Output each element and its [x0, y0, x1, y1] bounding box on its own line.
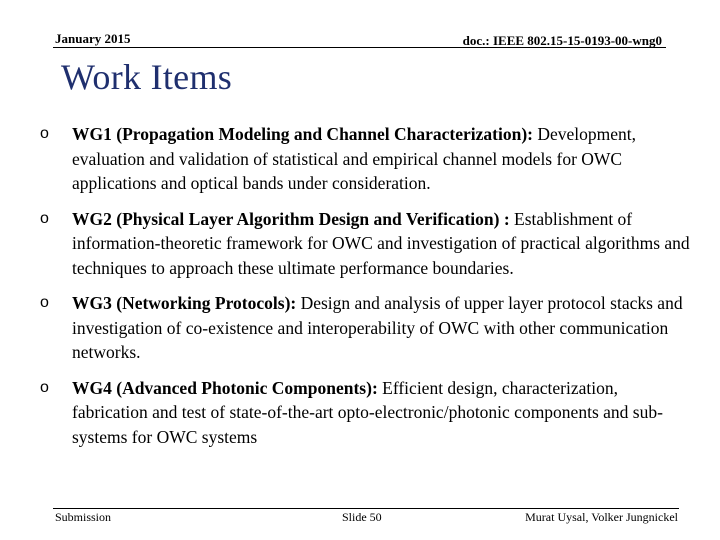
footer-slide-number: Slide 50 [342, 510, 382, 524]
footer-divider [53, 508, 679, 509]
bullet-icon: o [40, 378, 49, 396]
list-item-wg1 [30, 122, 690, 196]
list-item-wg3 [30, 291, 690, 365]
bullet-icon: o [40, 209, 49, 227]
work-items-list [30, 122, 690, 460]
item-description: Design and analysis of upper layer protocol stacks and investigation of co-existence and interoperability of OWC with other communication networks. [72, 293, 683, 362]
header-divider [53, 47, 666, 48]
slide-title: Work Items [61, 57, 233, 97]
bullet-icon: o [40, 294, 49, 311]
list-item-wg4 [30, 376, 690, 450]
item-heading: WG2 (Physical Layer Algorithm Design and Verification) : [72, 208, 510, 229]
item-description: Establishment of information-theoretic framework for OWC and investigation of practical algorithms and techniques to approach these ultimate performance boundaries. [72, 208, 690, 278]
item-description: Efficient design, characterization, fabrication and test of state-of-the-art opto-electronic/photonic components and sub-systems for OWC systems [72, 377, 663, 447]
list-item-wg2 [30, 207, 690, 281]
bullet-icon: o [40, 125, 49, 142]
item-heading: WG4 (Advanced Photonic Components): [72, 377, 378, 398]
header-doc-id: doc.: IEEE 802.15-15-0193-00-wng0 [462, 33, 662, 48]
item-heading: WG1 (Propagation Modeling and Channel Characterization): [72, 124, 533, 144]
footer-authors: Murat Uysal, Volker Jungnickel [525, 510, 678, 524]
item-heading: WG3 (Networking Protocols): [72, 293, 297, 313]
footer-submission: Submission [55, 510, 112, 524]
header-date: January 2015 [55, 31, 131, 46]
item-description: Development, evaluation and validation of statistical and empirical channel models for OWC applications and optical bands under consideration. [72, 124, 637, 193]
